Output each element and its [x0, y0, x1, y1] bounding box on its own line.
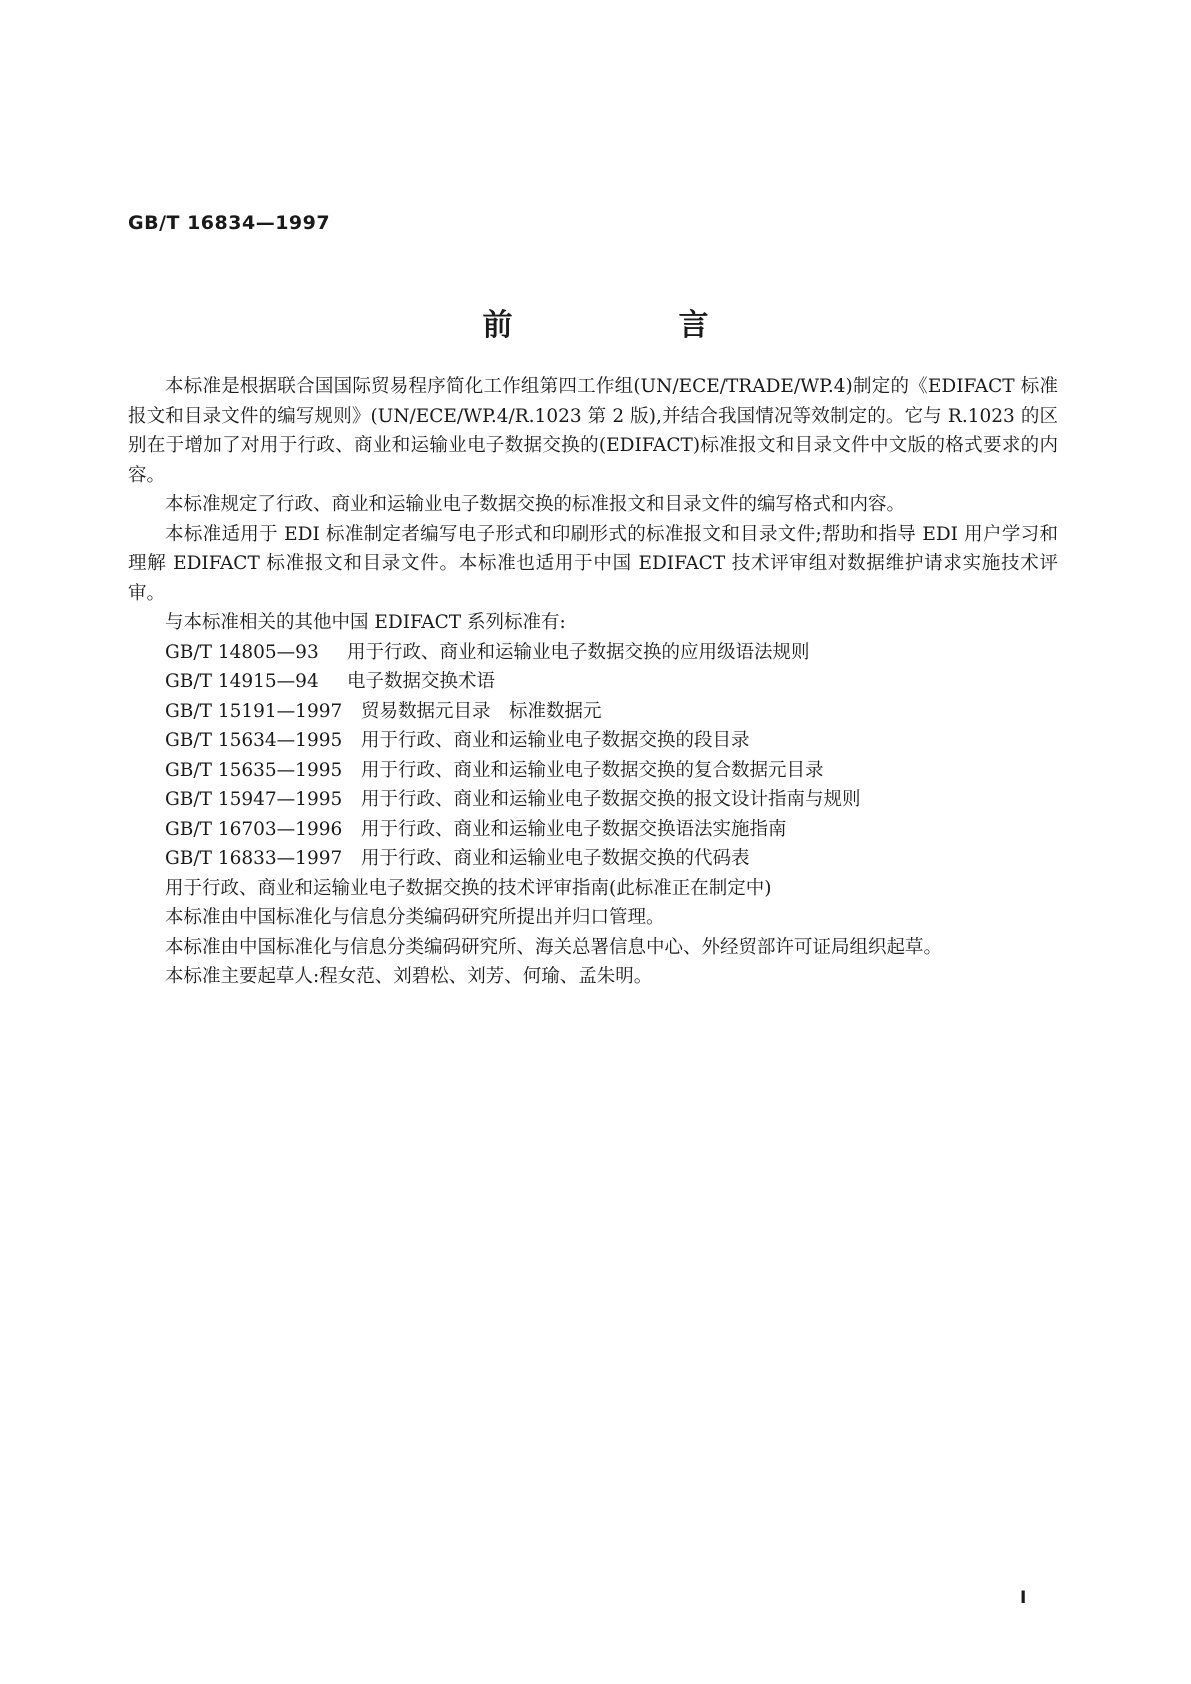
list-item — [128, 697, 1058, 727]
standard-title: 用于行政、商业和运输业电子数据交换的应用级语法规则 — [347, 641, 810, 663]
standard-code: GB/T 15191—1997 — [165, 700, 343, 722]
standard-title: 用于行政、商业和运输业电子数据交换的代码表 — [361, 848, 750, 869]
paragraph: 本标准由中国标准化与信息分类编码研究所、海关总署信息中心、外经贸部许可证局组织起草。 — [165, 936, 943, 958]
page-title: 前 言 — [482, 308, 777, 343]
paragraph: 与本标准相关的其他中国 EDIFACT 系列标准有: — [165, 612, 566, 633]
paragraph: 用于行政、商业和运输业电子数据交换的技术评审指南(此标准正在制定中) — [165, 877, 772, 899]
standard-title: 用于行政、商业和运输业电子数据交换的报文设计指南与规则 — [361, 789, 861, 810]
standard-code: GB/T 14805—93 — [165, 641, 319, 663]
list-item — [128, 844, 1058, 874]
standard-code: GB/T 16703—1996 — [165, 818, 343, 840]
standard-code: GB/T 14915—94 — [165, 671, 319, 692]
paragraph: 本标准是根据联合国国际贸易程序简化工作组第四工作组(UN/ECE/TRADE/WP.4)制定的《EDIFACT 标准报文和目录文件的编写规则》(UN/ECE/WP.4/R.1023 第 2 版),并结合我国情况等效制定的。它与 R.1023 的区别在于增加了对用于行政、商业和运输业电子数据交换的(EDIFACT)标准报文和目录文件中文版的格式要求的内容。 — [128, 376, 1058, 486]
paragraph: 本标准主要起草人:程女范、刘碧松、刘芳、何瑜、孟朱明。 — [165, 966, 653, 987]
page-number: Ⅰ — [1020, 1588, 1027, 1608]
standard-code: GB/T 16833—1997 — [165, 848, 343, 869]
standard-title: 用于行政、商业和运输业电子数据交换语法实施指南 — [361, 818, 787, 840]
paragraph: 本标准由中国标准化与信息分类编码研究所提出并归口管理。 — [165, 907, 665, 928]
standard-title: 用于行政、商业和运输业电子数据交换的段目录 — [361, 730, 750, 751]
list-item — [128, 756, 1058, 786]
list-item — [128, 815, 1058, 845]
list-item — [128, 785, 1058, 815]
document-body — [128, 372, 1058, 992]
list-item — [128, 638, 1058, 668]
paragraph: 本标准规定了行政、商业和运输业电子数据交换的标准报文和目录文件的编写格式和内容。 — [165, 494, 906, 515]
standard-title: 电子数据交换术语 — [347, 671, 496, 692]
list-item — [128, 667, 1058, 697]
standard-number: GB/T 16834—1997 — [128, 212, 331, 234]
standard-title: 用于行政、商业和运输业电子数据交换的复合数据元目录 — [361, 759, 824, 781]
standard-title: 贸易数据元目录 标准数据元 — [361, 700, 602, 722]
standard-code: GB/T 15634—1995 — [165, 730, 343, 751]
standard-code: GB/T 15635—1995 — [165, 759, 343, 781]
standard-code: GB/T 15947—1995 — [165, 789, 343, 810]
paragraph: 本标准适用于 EDI 标准制定者编写电子形式和印刷形式的标准报文和目录文件;帮助和指导 EDI 用户学习和理解 EDIFACT 标准报文和目录文件。本标准也适用于中国 EDIFACT 技术评审组对数据维护请求实施技术评审。 — [128, 523, 1058, 604]
list-item — [128, 726, 1058, 756]
